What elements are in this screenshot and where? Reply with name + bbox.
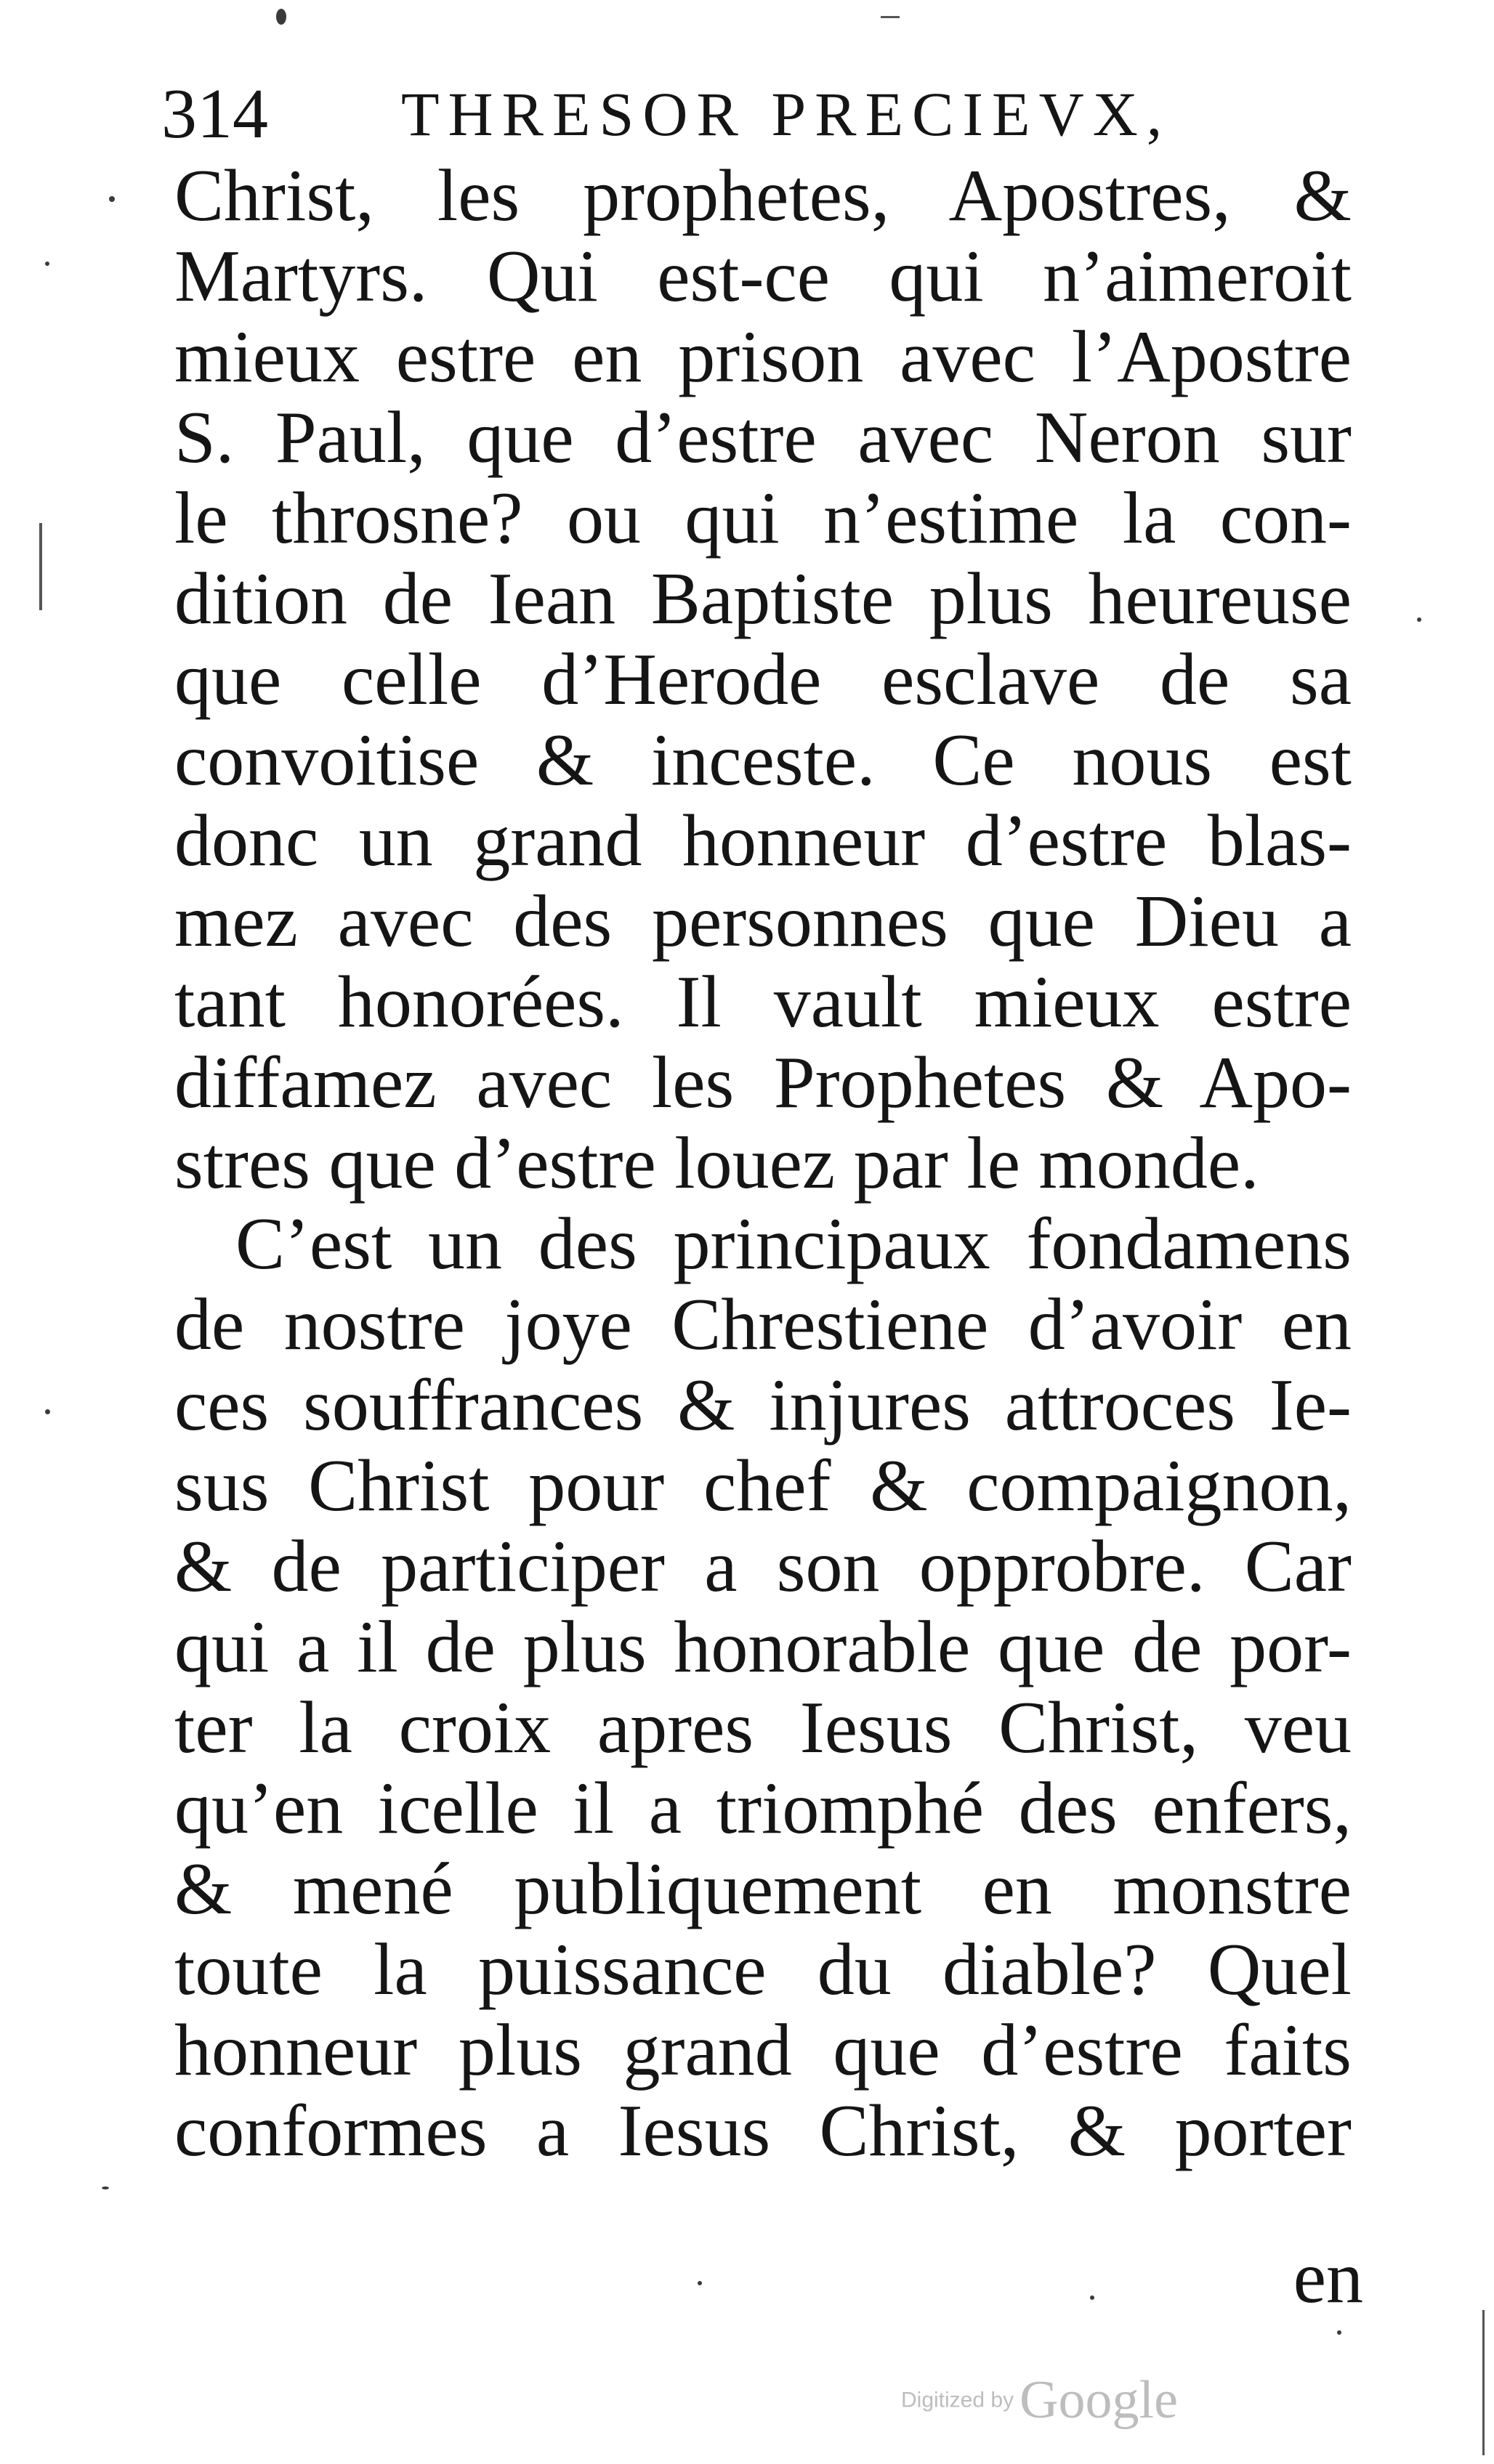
text-line: le throsne? ou qui n’estime la con- bbox=[174, 478, 1352, 559]
page-number: 314 bbox=[161, 75, 268, 153]
ink-speck bbox=[1417, 617, 1421, 622]
ink-speck bbox=[1337, 2330, 1341, 2335]
ink-speck bbox=[109, 196, 115, 202]
ink-speck bbox=[276, 9, 286, 25]
ink-speck bbox=[102, 2187, 109, 2189]
ink-speck bbox=[1090, 2295, 1094, 2300]
ink-speck bbox=[45, 1409, 50, 1414]
text-line: ces souffrances & injures attroces Ie- bbox=[174, 1365, 1352, 1446]
margin-mark bbox=[39, 523, 42, 610]
google-wordmark: Google bbox=[1019, 2370, 1178, 2430]
text-line: S. Paul, que d’estre avec Neron sur bbox=[174, 397, 1352, 478]
text-line: Martyrs. Qui est-ce qui n’aimeroit bbox=[174, 236, 1352, 317]
text-line: dition de Iean Baptiste plus heureuse bbox=[174, 559, 1352, 639]
text-line: que celle d’Herode esclave de sa bbox=[174, 639, 1352, 720]
digitized-by-label: Digitized by bbox=[901, 2388, 1014, 2412]
margin-mark bbox=[881, 16, 900, 18]
text-line: sus Christ pour chef & compaignon, bbox=[174, 1446, 1352, 1526]
margin-mark bbox=[1482, 2310, 1485, 2455]
text-line: de nostre joye Chrestiene d’avoir en bbox=[174, 1284, 1352, 1365]
text-line: ter la croix apres Iesus Christ, veu bbox=[174, 1687, 1352, 1768]
ink-speck bbox=[45, 262, 49, 266]
running-title: THRESOR PRECIEVX, bbox=[401, 79, 1171, 149]
ink-speck bbox=[698, 2281, 702, 2285]
text-line: toute la puissance du diable? Quel bbox=[174, 1929, 1352, 2010]
text-line: & de participer a son opprobre. Car bbox=[174, 1526, 1352, 1607]
text-line: mez avec des personnes que Dieu a bbox=[174, 881, 1352, 962]
body-text bbox=[174, 155, 1352, 2171]
text-line: conformes a Iesus Christ, & porter bbox=[174, 2091, 1352, 2171]
text-line: qu’en icelle il a triomphé des enfers, bbox=[174, 1768, 1352, 1849]
text-line: convoitise & inceste. Ce nous est bbox=[174, 720, 1352, 801]
page-header bbox=[161, 67, 1353, 161]
text-line: honneur plus grand que d’estre faits bbox=[174, 2010, 1352, 2091]
text-line: qui a il de plus honorable que de por- bbox=[174, 1607, 1352, 1687]
text-line: donc un grand honneur d’estre blas- bbox=[174, 801, 1352, 881]
text-line: tant honorées. Il vault mieux estre bbox=[174, 962, 1352, 1042]
text-line: diffamez avec les Prophetes & Apo- bbox=[174, 1042, 1352, 1123]
text-line: stres que d’estre louez par le monde. bbox=[174, 1123, 1259, 1204]
catchword: en bbox=[1293, 2237, 1363, 2319]
text-line: mieux estre en prison avec l’Apostre bbox=[174, 317, 1352, 397]
text-line: Christ, les prophetes, Apostres, & bbox=[174, 155, 1352, 236]
paragraph-start-line: C’est un des principaux fondamens bbox=[235, 1204, 1352, 1284]
text-line: & mené publiquement en monstre bbox=[174, 1849, 1352, 1929]
digitized-by-watermark bbox=[901, 2370, 1178, 2431]
